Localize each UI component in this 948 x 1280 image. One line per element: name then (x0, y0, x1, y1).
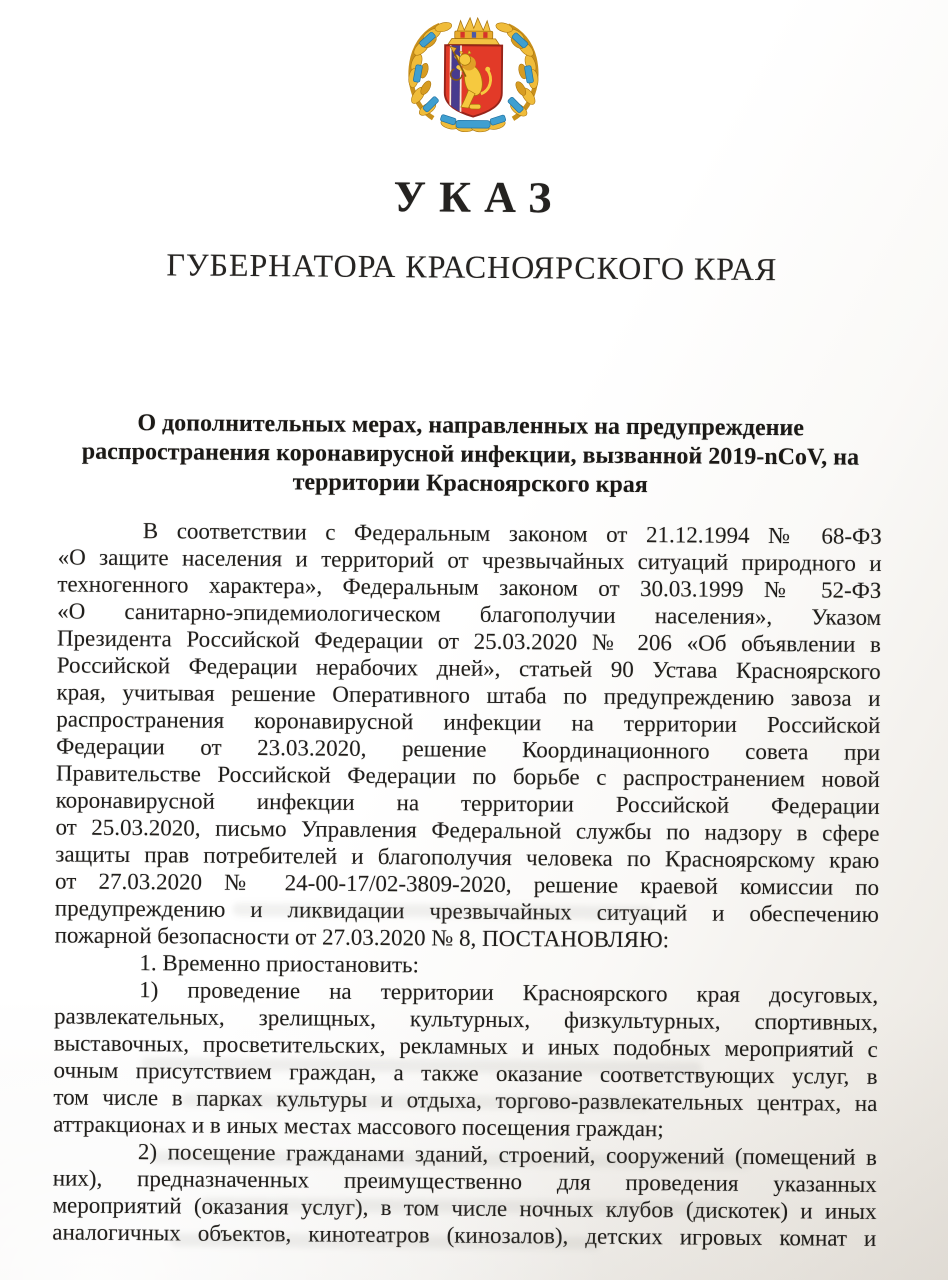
document-line: Президента Российской Федерации от 25.03.2020 № 206 «Об объявлении в (56, 625, 882, 657)
subject-line: территории Красноярского края (292, 469, 648, 499)
document-line: Правительстве Российской Федерации по борьбе с распространением новой (55, 760, 881, 792)
document-line: В соответствии с Федеральным законом от 21.12.1994 № 68-ФЗ (142, 518, 882, 549)
subject-heading (58, 408, 883, 501)
document-line: защиты прав потребителей и благополучия человека по Красноярскому краю (55, 841, 880, 873)
paragraph (53, 975, 878, 1143)
document-line: очным присутствием граждан, а также оказание соответствующих услуг, в (53, 1057, 878, 1089)
document-line: мероприятий (оказания услуг), в том числе ночных клубов (дискотек) и иных (52, 1192, 877, 1224)
document-line: от 25.03.2020, письмо Управления Федеральной службы по надзору в сфере (55, 814, 880, 846)
document-line: 1) проведение на территории Красноярского края досуговых, (139, 977, 879, 1008)
document-line: Российской Федерации нерабочих дней», статьей 90 Устава Красноярского (56, 652, 881, 684)
doc-type-title: УКАЗ (393, 172, 565, 223)
document-line: 2) посещение гражданами зданий, строений, сооружений (помещений в (137, 1139, 878, 1170)
subject-line: О дополнительных мерах, направленных на предупреждение (137, 410, 805, 442)
document-line: аналогичных объектов, кинотеатров (кинозалов), детских игровых комнат и (52, 1219, 877, 1251)
document-line: том числе в парках культуры и отдыха, торгово-развлекательных центрах, на (53, 1084, 878, 1116)
document-line: развлекательных, зрелищных, культурных, физкультурных, спортивных, (53, 1003, 879, 1035)
document-line: пожарной безопасности от 27.03.2020 № 8, ПОСТАНОВЛЯЮ: (54, 922, 670, 953)
document-line: техногенного характера», Федеральным законом от 30.03.1999 № 52-ФЗ (57, 571, 882, 603)
document-line: распространения коронавирусной инфекции на территории Российской (56, 706, 881, 738)
issuer-title: ГУБЕРНАТОРА КРАСНОЯРСКОГО КРАЯ (166, 246, 778, 288)
document-line: них), предназначенных преимущественно для проведения указанных (52, 1165, 877, 1197)
subject-line: распространения коронавирусной инфекции, вызванной 2019-nCoV, на (81, 438, 860, 471)
document-line: выставочных, просветительских, рекламных и иных подобных мероприятий с (53, 1030, 878, 1062)
document-line: «О санитарно-эпидемиологическом благополучии населения», Указом (57, 598, 882, 630)
document-line: аттракционах и в иных местах массового посещения граждан; (53, 1111, 664, 1142)
document-body (52, 516, 882, 1251)
paragraph (52, 1137, 877, 1251)
document-line: коронавирусной инфекции на территории Российской Федерации (55, 787, 880, 819)
emblem-shield (445, 45, 503, 121)
document-line: от 27.03.2020 № 24-00-17/02-3809-2020, решение краевой комиссии по (54, 868, 880, 900)
document-line: предупреждению и ликвидации чрезвычайных ситуаций и обеспечению (54, 895, 879, 927)
paragraph (55, 516, 882, 954)
krasnoyarsk-krai-coat-of-arms-icon (397, 13, 550, 140)
document-line: Федерации от 23.03.2020, решение Координационного совета при (56, 733, 881, 765)
document-line: края, учитывая решение Оперативного штаба по предупреждению завоза и (56, 679, 881, 711)
document-line: «О защите населения и территорий от чрезвычайных ситуаций природного и (57, 544, 882, 576)
emblem-crown (448, 18, 500, 45)
document-line: 1. Временно приостановить: (139, 950, 420, 978)
